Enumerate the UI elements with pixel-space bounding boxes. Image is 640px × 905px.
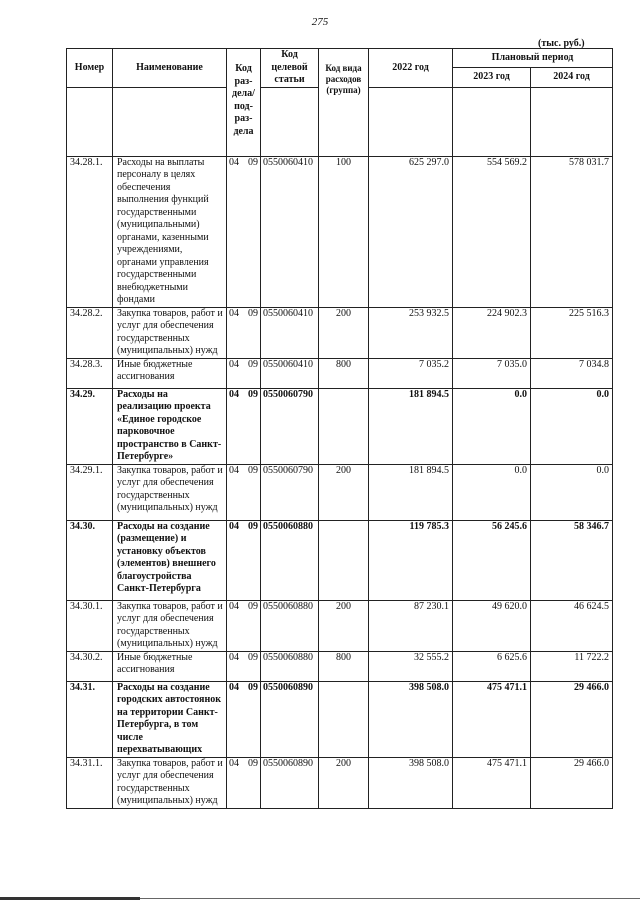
row-section-code: 04 — [229, 681, 239, 693]
row-section — [227, 307, 261, 358]
row-section-code: 04 — [229, 464, 239, 476]
row-name: Иные бюджетные ассигнования — [113, 651, 227, 681]
row-section — [227, 600, 261, 651]
header-target: Код целевой статьи — [261, 49, 319, 88]
row-2022: 181 894.5 — [369, 388, 453, 464]
row-target-code: 0550060890 — [261, 757, 319, 808]
row-subsection-code: 09 — [248, 156, 258, 168]
row-section — [227, 651, 261, 681]
row-name: Закупка товаров, работ и услуг для обеспечения государственных (муниципальных) нужд — [113, 600, 227, 651]
row-subsection-code: 09 — [248, 520, 258, 532]
row-number: 34.30.2. — [67, 651, 113, 681]
scan-edge-line — [0, 897, 140, 900]
row-section — [227, 388, 261, 464]
row-target-code: 0550060410 — [261, 156, 319, 307]
header-section: Код раз-дела/ под-раз-дела — [227, 49, 261, 157]
row-2022: 398 508.0 — [369, 757, 453, 808]
row-target-code: 0550060410 — [261, 358, 319, 388]
row-section-code: 04 — [229, 388, 239, 400]
row-section-code: 04 — [229, 358, 239, 370]
row-2024: 7 034.8 — [531, 358, 613, 388]
row-number: 34.30.1. — [67, 600, 113, 651]
header-planned: Плановый период — [453, 49, 613, 68]
row-section-code: 04 — [229, 757, 239, 769]
row-2024: 29 466.0 — [531, 757, 613, 808]
row-2022: 398 508.0 — [369, 681, 453, 757]
table-row — [67, 681, 613, 757]
row-expense-type: 200 — [319, 600, 369, 651]
row-2023: 224 902.3 — [453, 307, 531, 358]
header-2024: 2024 год — [531, 68, 613, 87]
table-row — [67, 307, 613, 358]
header-name: Наименование — [113, 49, 227, 88]
header-2023: 2023 год — [453, 68, 531, 87]
row-number: 34.29. — [67, 388, 113, 464]
row-2022: 181 894.5 — [369, 464, 453, 520]
row-2022: 253 932.5 — [369, 307, 453, 358]
row-name: Расходы на создание городских автостоянок на территории Санкт-Петербурга, в том числе перехватывающих — [113, 681, 227, 757]
units-label: (тыс. руб.) — [538, 38, 585, 49]
row-name: Расходы на реализацию проекта «Единое городское парковочное пространство в Санкт-Петербурге» — [113, 388, 227, 464]
row-2022: 625 297.0 — [369, 156, 453, 307]
row-2022: 119 785.3 — [369, 520, 453, 600]
row-target-code: 0550060880 — [261, 520, 319, 600]
row-expense-type: 800 — [319, 358, 369, 388]
row-2022: 87 230.1 — [369, 600, 453, 651]
row-subsection-code: 09 — [248, 757, 258, 769]
header-expense-type: Код вида расходов (группа) — [319, 49, 369, 157]
row-2022: 32 555.2 — [369, 651, 453, 681]
row-2023: 0.0 — [453, 388, 531, 464]
row-2022: 7 035.2 — [369, 358, 453, 388]
row-number: 34.28.1. — [67, 156, 113, 307]
row-section — [227, 520, 261, 600]
row-section-code: 04 — [229, 651, 239, 663]
table-row — [67, 757, 613, 808]
row-2024: 0.0 — [531, 388, 613, 464]
row-section — [227, 358, 261, 388]
row-name: Закупка товаров, работ и услуг для обеспечения государственных (муниципальных) нужд — [113, 307, 227, 358]
row-subsection-code: 09 — [248, 651, 258, 663]
budget-table — [66, 48, 613, 809]
row-target-code: 0550060880 — [261, 600, 319, 651]
table-row — [67, 651, 613, 681]
row-target-code: 0550060790 — [261, 464, 319, 520]
table-row — [67, 600, 613, 651]
row-number: 34.28.3. — [67, 358, 113, 388]
row-expense-type: 200 — [319, 464, 369, 520]
row-2023: 6 625.6 — [453, 651, 531, 681]
row-2023: 0.0 — [453, 464, 531, 520]
row-name: Расходы на создание (размещение) и установку объектов (элементов) внешнего благоустройства Санкт-Петербурга — [113, 520, 227, 600]
table-row — [67, 358, 613, 388]
row-expense-type: 100 — [319, 156, 369, 307]
table-body — [67, 156, 613, 808]
row-2024: 29 466.0 — [531, 681, 613, 757]
row-section — [227, 156, 261, 307]
header-2022: 2022 год — [369, 49, 453, 88]
table-row — [67, 520, 613, 600]
row-name: Иные бюджетные ассигнования — [113, 358, 227, 388]
row-expense-type: 800 — [319, 651, 369, 681]
row-subsection-code: 09 — [248, 681, 258, 693]
page-number: 275 — [311, 16, 329, 28]
row-2023: 475 471.1 — [453, 681, 531, 757]
row-subsection-code: 09 — [248, 600, 258, 612]
row-2024: 225 516.3 — [531, 307, 613, 358]
table-row — [67, 464, 613, 520]
row-section — [227, 681, 261, 757]
row-2024: 11 722.2 — [531, 651, 613, 681]
row-target-code: 0550060890 — [261, 681, 319, 757]
row-expense-type: 200 — [319, 757, 369, 808]
row-2024: 58 346.7 — [531, 520, 613, 600]
row-expense-type — [319, 520, 369, 600]
row-2023: 7 035.0 — [453, 358, 531, 388]
row-subsection-code: 09 — [248, 464, 258, 476]
scan-edge-line — [140, 898, 640, 899]
row-section — [227, 757, 261, 808]
row-number: 34.28.2. — [67, 307, 113, 358]
row-section-code: 04 — [229, 600, 239, 612]
row-name: Расходы на выплаты персоналу в целях обеспечения выполнения функций государственными (муниципальными) органами, казенными учреждениями, органами управления государственными внебюджетными фондами — [113, 156, 227, 307]
row-section — [227, 464, 261, 520]
table-row — [67, 156, 613, 307]
row-subsection-code: 09 — [248, 388, 258, 400]
row-number: 34.29.1. — [67, 464, 113, 520]
row-expense-type: 200 — [319, 307, 369, 358]
row-number: 34.31.1. — [67, 757, 113, 808]
row-section-code: 04 — [229, 307, 239, 319]
row-name: Закупка товаров, работ и услуг для обеспечения государственных (муниципальных) нужд — [113, 757, 227, 808]
row-number: 34.30. — [67, 520, 113, 600]
row-section-code: 04 — [229, 520, 239, 532]
row-2023: 554 569.2 — [453, 156, 531, 307]
row-target-code: 0550060410 — [261, 307, 319, 358]
row-2024: 0.0 — [531, 464, 613, 520]
row-2023: 49 620.0 — [453, 600, 531, 651]
row-name: Закупка товаров, работ и услуг для обеспечения государственных (муниципальных) нужд — [113, 464, 227, 520]
row-target-code: 0550060790 — [261, 388, 319, 464]
row-2024: 46 624.5 — [531, 600, 613, 651]
row-expense-type — [319, 388, 369, 464]
row-number: 34.31. — [67, 681, 113, 757]
table-row — [67, 388, 613, 464]
row-2023: 475 471.1 — [453, 757, 531, 808]
row-subsection-code: 09 — [248, 307, 258, 319]
row-section-code: 04 — [229, 156, 239, 168]
row-target-code: 0550060880 — [261, 651, 319, 681]
row-expense-type — [319, 681, 369, 757]
row-2024: 578 031.7 — [531, 156, 613, 307]
row-subsection-code: 09 — [248, 358, 258, 370]
row-2023: 56 245.6 — [453, 520, 531, 600]
header-number: Номер — [67, 49, 113, 88]
